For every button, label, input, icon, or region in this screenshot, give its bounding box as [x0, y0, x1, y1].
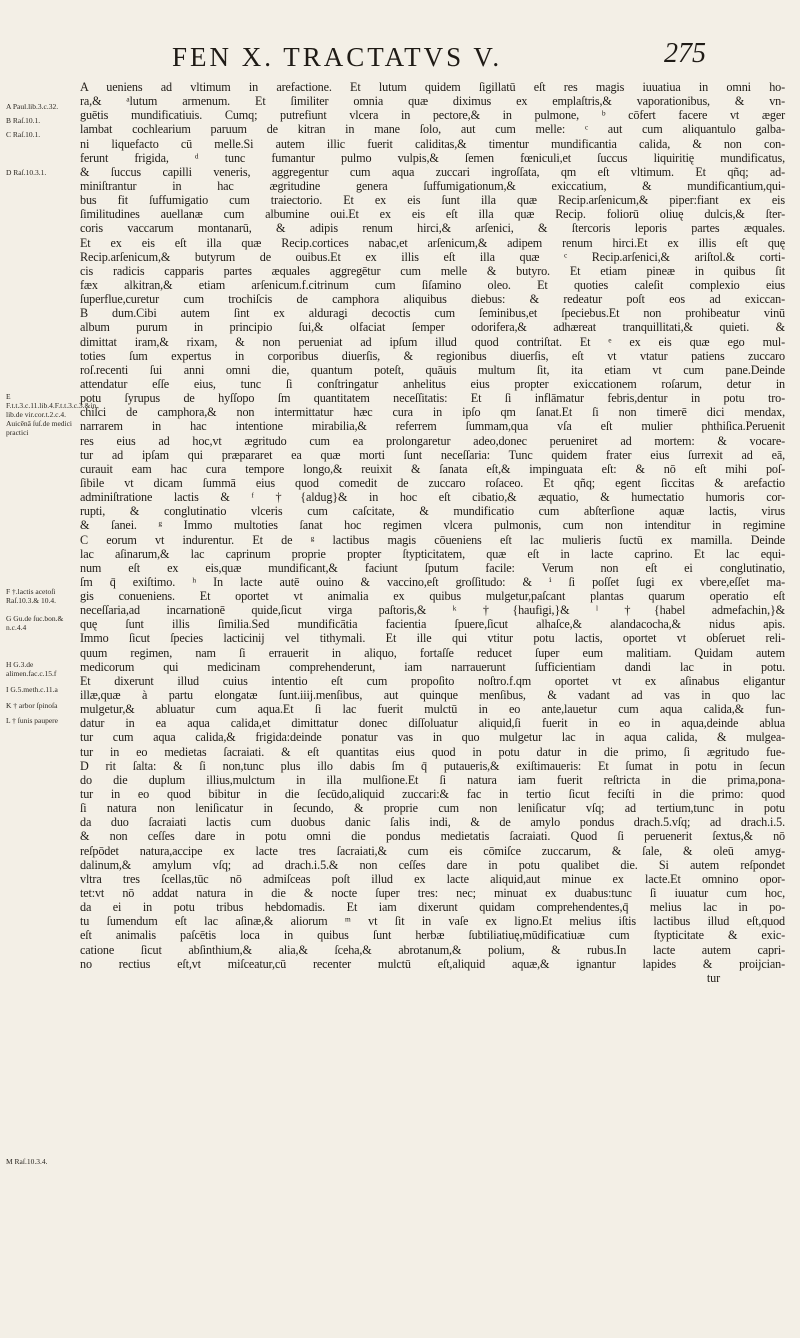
- text-line: Et dixerunt illud cuius intentio eſt cum propoſito noſtro.f.qm oportet vt ex aſinabus eligantur: [80, 673, 785, 688]
- text-line: do die duplum illius,mulctum in illa mulſione.Et ſi natura iam fuerit reſtricta in die prima,pona-: [80, 772, 785, 787]
- text-line: guētis mundificatiuis. Cumq; putrefiunt vlcera in pectore,& in pulmone, ᵇ cōfert facere vt æger: [80, 108, 785, 123]
- margin-note: L † ſunis paupere: [6, 716, 58, 725]
- margin-note: K † arbor ſpinoſa: [6, 701, 58, 710]
- text-line: potu ſyrupus de hyſſopo ſm quantitatem neceſſitatis: Et ſi inflāmatur febris,dentur in potu tro-: [80, 391, 785, 406]
- text-line: miniſtrantur in hac ægritudine genera ſuffumigationum,& exiccatium, & mundificantium,qui-: [80, 178, 785, 193]
- text-line: A ueniens ad vltimum in arefactione. Et lutum quidem ſigillatū eſt res magis iuuatiua in omni ho-: [80, 80, 785, 94]
- text-line: coris vaccarum montanarū, & adipis renum hirci,& arſenici, & ſtercoris leporis partes æquales.: [80, 221, 785, 236]
- text-line: B dum.Cibi autem ſint ex alduragi decoctis cum ſeminibus,et ſpeciebus.Et non prohibeatur vinū: [80, 306, 785, 321]
- margin-note: E F.t.t.3.c.11.lib.4.F.t.t.3.c.3.&in lib.de vir.cor.t.2.c.4. Auicēnā ſuſ.de medici practici: [6, 392, 97, 437]
- text-line: C eorum vt indurentur. Et de ᵍ lactibus magis cōueniens eſt lac mulieris ſuctū ex mamilla. Deinde: [80, 532, 785, 547]
- body-text: [80, 80, 785, 985]
- text-line: dimittat iram,& rixam, & non perueniat ad ipſum illud quod contriſtat. Et ᵉ ex eis quæ ego mul-: [80, 334, 785, 349]
- text-line: D rit ſalta: & ſi non,tunc plus illo dabis ſm q̄ putaueris,& exiſtimaueris: Et ſumat in potu in ſecun: [80, 758, 785, 773]
- text-line: chiſci de camphora,& non intermittatur hæc cura in ipſo qm ſanat.Et ſi non timerē dici mendax,: [80, 405, 785, 420]
- text-line: Et ex eis eſt illa quæ Recip.cortices nabac,et arſenicum,& adipem renum hirci.Et ex illis eſt quę: [80, 235, 785, 250]
- margin-note: A Paul.lib.3.c.32.: [6, 102, 59, 111]
- text-line: tur ad ipſam qui præpararet ea quæ morti ſunt neceſſaria: Tunc quidem frater eius ſurrexit ad eā,: [80, 447, 785, 462]
- text-line: tu ſumendum eſt lac aſinæ,& aliorum ᵐ vt ſit in vaſe ex ligno.Et melius iſtis lactibus illud eſt,quod: [80, 914, 785, 929]
- text-line: da ei in potu tribus hebdomadis. Et iam dixerunt quidam comprehendentes,q̄ melius lac in po-: [80, 900, 785, 915]
- text-line: ni liquefacto cū melle.Si autem illic fuerit caliditas,& timentur mundificantia calida, & non con-: [80, 136, 785, 151]
- text-line: mulgetur,& abluatur cum aqua.Et ſi lac fuerit mulctū in eo ante,lauetur cum aqua calida,& fun-: [80, 702, 785, 717]
- margin-note: B Raſ.10.1.: [6, 116, 41, 125]
- text-line: & non ceſſes dare in potu omni die pondus medietatis ſacraiati. Quod ſi peruenerit ſextus,& nō: [80, 829, 785, 844]
- text-line: eſt animalis paſcētis loca in quibus ſunt herbæ ſubtiliatiuę,mūdificatiuæ cum ſtypticitate & exic-: [80, 928, 785, 943]
- text-line: vltra tres ſcellas,tūc nō admiſceas poſt illud ex lacte aliquid,aut minue ex lacte.Et omnino opor-: [80, 871, 785, 886]
- text-line: datur in ea aqua calida,et dimittatur donec diſſoluatur aliquid,ſi fuerit in eo in aqua,deinde ablua: [80, 716, 785, 731]
- text-line: toties ſum expertus in corporibus diuerſis, & regionibus diuerſis, eſt vt vtatur patiens zuccaro: [80, 348, 785, 363]
- text-line: lambat cochlearium paruum de kitran in mane ſolo, aut cum melle: ᶜ aut cum aliquantulo galba-: [80, 122, 785, 137]
- margin-note: D Raſ.10.3.1.: [6, 168, 47, 177]
- text-line: ſimilitudines auellanæ cum albumine oui.Et ex eis eſt illa quæ Recip. foliorū oliuę dulcis,& ſter-: [80, 207, 785, 222]
- text-line: tur in eo quod bibitur in die ſecūdo,aliquid zuccari:& fac in tertio ſicut feciſti in die primo: quod: [80, 787, 785, 802]
- text-line: tet:vt nō addat natura in die & nocte ſuper tres: nec; minuat ex duabus:tunc ſi iuuatur cum hoc,: [80, 886, 785, 901]
- text-line: curauit eam hac cura tempore longo,& reuixit & ſanata eſt,& impinguata eſt: & nō eſt mihi poſ-: [80, 461, 785, 476]
- text-line: ſm q̄ exiſtimo. ʰ In lacte autē ouino & vaccino,eſt groſſitudo: & ⁱ ſi poſſet ſugi ex vbere,eſſet ma-: [80, 574, 785, 589]
- margin-note: G Gu.de ſuc.bon.& n.c.4.4: [6, 614, 64, 632]
- text-line: bus fit ſuffumigatio cum traiectorio. Et ex eis ſunt illa quæ Recip.arſenicum,& piper:fiant ex eis: [80, 193, 785, 208]
- text-line: neceſſaria,ad incarnationē quide,ſicut virga paſtoris,& ᵏ †{haufigi,}& ˡ †{habel admefachin,}&: [80, 603, 785, 618]
- text-line: cis radicis capparis partes æquales aggregētur cum melle & butyro. Et etiam pineæ in quibus ſit: [80, 263, 785, 278]
- margin-note: H G.3.de alimen.fac.c.15.f: [6, 660, 57, 678]
- text-line: catione ſicut abſinthium,& alia,& ſceha,& abrotanum,& polium, & rubus.In lacte autem capri-: [80, 942, 785, 957]
- text-line: roſ.recenti ſui anni omni die, quantum poteſt, quāuis multum ſit, ita etiam vt cum pane.Deinde: [80, 362, 785, 377]
- text-line: & ſanei. ᵍ Immo multoties ſanat hoc regimen vlcera pulmonis, cum non intenditur in regimine: [80, 518, 785, 533]
- text-line: adminiſtratione lactis & ᶠ †{aldug}& in hoc eſt cibatio,& æquatio, & humectatio humoris cor-: [80, 490, 785, 505]
- text-line: fæx alkitran,& etiam arſenicum.f.citrinum cum ſiſamino oleo. Et quoties caleſit complexio eius: [80, 277, 785, 292]
- text-line: quum regimen, nam ſi errauerit in aliquo, fortaſſe reducet ſuper eum malitiam. Quidam autem: [80, 645, 785, 660]
- text-line: gis conueniens. Et oportet vt animalia ex quibus mulgetur,paſcant plantas quarum operatio eſt: [80, 589, 785, 604]
- text-line: rupti, & conglutinatio vlceris cum caſcitate, & mundificatio cum abſterſione aquæ lactis, virus: [80, 504, 785, 519]
- text-line: Immo ſicut ſpecies lacticinij vel tithymali. Et ille qui vtitur potu lactis, oportet vt obſeruet reli-: [80, 631, 785, 646]
- text-line: dalinum,& amylum vſq; ad drach.i.5.& non ceſſes dare in potu qualibet die. Si autem reſpondet: [80, 857, 785, 872]
- margin-note: M Raſ.10.3.4.: [6, 1157, 48, 1166]
- text-line: narrarem in hac intentione mirabilia,& referrem ſummam,qua vſa eſt mulier phthiſica.Peruenit: [80, 419, 785, 434]
- page-header: [150, 38, 710, 78]
- text-line: illæ,quæ à partu elongatæ ſunt.iiij.menſibus, aut quinque menſibus, & vadant ad vas in quo lac: [80, 688, 785, 703]
- text-line: ſibile vt dicam ſummā eius quod comedit de zuccaro roſaceo. Et qñq; egent ſiccitas & arefactio: [80, 475, 785, 490]
- margin-note: F †.lactis acetoſi Raſ.10.3.& 10.4.: [6, 587, 56, 605]
- margin-notes: [6, 0, 97, 1338]
- text-line: Recip.arſenicum,& butyrum de ouibus.Et ex illis eſt illa quæ ᶜ Recip.arſenici,& ariſtol.& corti-: [80, 249, 785, 264]
- text-line: ra,& ᵃlutum armenum. Et ſimiliter omnia quæ diximus ex emplaſtris,& vaporationibus, & vn-: [80, 94, 785, 109]
- text-line: medicorum qui medicinam comprehenderunt, iam narrauerunt ſufficientiam dandi lac in potu.: [80, 659, 785, 674]
- text-line: no rectius eſt,vt miſceatur,cū recenter mulctū eſt,aliquid aquæ,& ignantur lapides & proijcian-: [80, 956, 785, 971]
- text-line: reſpōdet natura,accipe ex lacte tres ſacraiati,& cum eis cōmiſce zuccarum, & ſale, & oleū amyg-: [80, 843, 785, 858]
- running-head: FEN X. TRACTATVS V.: [172, 42, 503, 72]
- text-line: ſi natura non leniſicatur in ſecundo, & proprie cum non leniſicatur vſq; ad tertium,tunc in potu: [80, 801, 785, 816]
- margin-note: C Raſ.10.1.: [6, 130, 41, 139]
- text-line: attendatur eſſe eius, tunc ſi conſtringatur anhelitus eius propter exiccationem roſarum, detur in: [80, 376, 785, 391]
- text-line: ſuperflue,curetur cum trochiſcis de camphora aliquibus diebus: & redeatur poſt eos ad exiccan-: [80, 292, 785, 307]
- text-line: res eius ad hoc,vt ægritudo cum ea prolongaretur adeo,donec perueniret ad mortem: & vocare-: [80, 433, 785, 448]
- text-line: tur cum aqua calida,& frigida:deinde ponatur vas in quo mulgetur lac in aqua calida, & mulgea-: [80, 730, 785, 745]
- text-line: num eſt ex eis,quæ mundificant,& faciunt ſputum facile: Verum non eſt ei conglutinatio,: [80, 560, 785, 575]
- page-number: 275: [664, 38, 706, 69]
- text-line: album purum in principio ſui,& olfaciat ſemper odorifera,& adhæreat tranquillitati,& quieti. &: [80, 320, 785, 335]
- catchword: tur: [706, 970, 720, 985]
- text-line: tur in eo medietas ſacraiati. & eſt quantitas eius quod in potu datur in die primo, ſi ægritudo fue-: [80, 744, 785, 759]
- text-line: ferunt frigida, ᵈ tunc fumantur pulmo vulpis,& ſemen fœniculi,et ſuccus liquiritię mundificatus,: [80, 150, 785, 165]
- margin-note: I G.5.meth.c.11.a: [6, 685, 58, 694]
- text-line: & ſuccus capilli veneris, aggregentur cum aqua zuccari ingroſſata, qm eſt vltimum. Et qñq; ad-: [80, 164, 785, 179]
- text-line: da duo ſacraiati lactis cum duobus danic ſalis indi, & de amylo pondus drach.5.vſq; ad drach.i.5.: [80, 815, 785, 830]
- text-line: quę ſunt illis ſimilia.Sed mundificātia facientia ſpuere,ſicut alhaſce,& alandacocha,& nidus apis.: [80, 617, 785, 632]
- text-line: lac aſinarum,& lac caprinum proprie propter ſtypticitatem, quæ eſt in lacte caprino. Et lac equi-: [80, 546, 785, 561]
